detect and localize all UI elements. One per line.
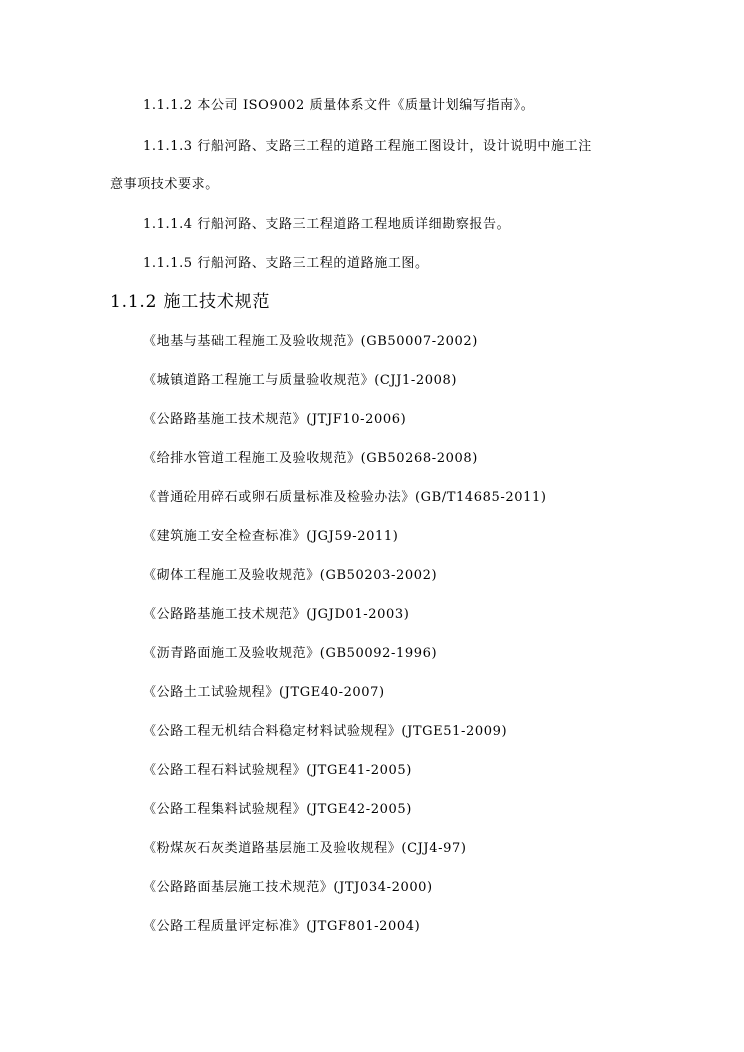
standard-item: 《地基与基础工程施工及验收规范》(GB50007-2002)	[143, 334, 478, 349]
standard-item: 《公路路基施工技术规范》(JTJF10-2006)	[143, 412, 407, 427]
standard-item: 《普通砼用碎石或卵石质量标准及检验办法》(GB/T14685-2011)	[143, 490, 547, 505]
standard-item: 《城镇道路工程施工与质量验收规范》(CJJ1-2008)	[143, 373, 458, 388]
reference-1-1-1-3-line2: 意事项技术要求。	[110, 177, 219, 192]
standard-item: 《给排水管道工程施工及验收规范》(GB50268-2008)	[143, 451, 478, 466]
standards-list	[143, 333, 547, 957]
standard-item: 《建筑施工安全检查标准》(JGJ59-2011)	[143, 529, 399, 544]
standard-item: 《公路路基施工技术规范》(JGJD01-2003)	[143, 607, 410, 622]
standard-item: 《公路工程集料试验规程》(JTGE42-2005)	[143, 802, 412, 817]
section-heading: 1.1.2 施工技术规范	[110, 292, 271, 312]
standard-item: 《砌体工程施工及验收规范》(GB50203-2002)	[143, 568, 438, 583]
standard-item: 《公路工程石料试验规程》(JTGE41-2005)	[143, 763, 412, 778]
reference-1-1-1-3-line1: 1.1.1.3 行船河路、支路三工程的道路工程施工图设计，设计说明中施工注	[143, 139, 592, 154]
reference-1-1-1-5: 1.1.1.5 行船河路、支路三工程的道路施工图。	[143, 256, 429, 271]
standard-item: 《公路路面基层施工技术规范》(JTJ034-2000)	[143, 880, 433, 895]
standard-item: 《公路工程质量评定标准》(JTGF801-2004)	[143, 919, 421, 934]
standard-item: 《公路土工试验规程》(JTGE40-2007)	[143, 685, 385, 700]
standard-item: 《粉煤灰石灰类道路基层施工及验收规程》(CJJ4-97)	[143, 841, 467, 856]
standard-item: 《沥青路面施工及验收规范》(GB50092-1996)	[143, 646, 438, 661]
reference-1-1-1-4: 1.1.1.4 行船河路、支路三工程道路工程地质详细勘察报告。	[143, 217, 511, 232]
reference-1-1-1-2: 1.1.1.2 本公司 ISO9002 质量体系文件《质量计划编写指南》。	[143, 98, 535, 113]
standard-item: 《公路工程无机结合料稳定材料试验规程》(JTGE51-2009)	[143, 724, 508, 739]
